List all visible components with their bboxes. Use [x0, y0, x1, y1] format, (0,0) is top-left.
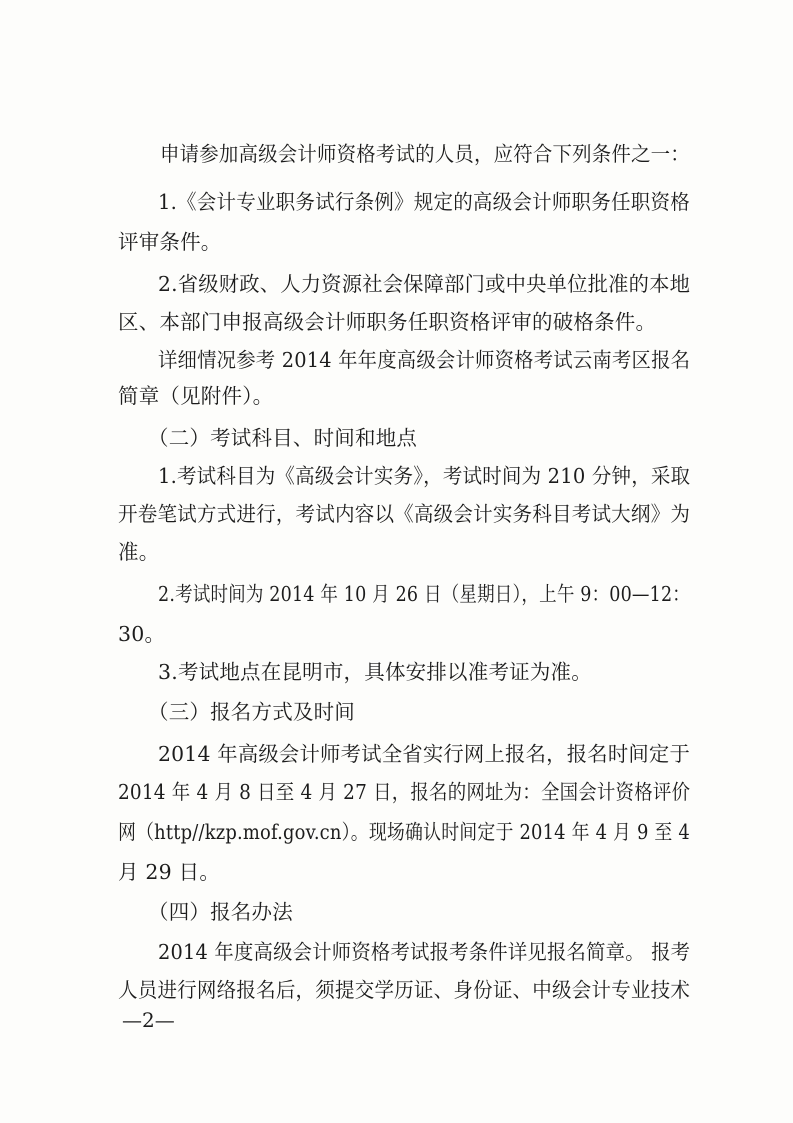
- paragraph-line-9: 开卷笔试方式进行，考试内容以《高级会计实务科目考试大纲》为: [118, 502, 691, 526]
- paragraph-line-1: 申请参加高级会计师资格考试的人员，应符合下列条件之一：: [160, 142, 690, 166]
- paragraph-line-19: 人员进行网络报名后，须提交学历证、身份证、中级会计专业技术: [118, 978, 691, 1002]
- paragraph-line-14: 2014 年高级会计师考试全省实行网上报名，报名时间定于: [158, 742, 691, 766]
- paragraph-line-4: 2.省级财政、人力资源社会保障部门或中央单位批准的本地: [158, 272, 691, 296]
- paragraph-line-15: 2014 年 4 月 8 日至 4 月 27 日，报名的网址为：全国会计资格评价: [118, 780, 691, 804]
- paragraph-line-5: 区、本部门申报高级会计师职务任职资格评审的破格条件。: [118, 310, 657, 334]
- paragraph-line-6: 详细情况参考 2014 年年度高级会计师资格考试云南考区报名: [158, 348, 691, 372]
- paragraph-line-10: 准。: [118, 540, 160, 564]
- paragraph-line-13: 3.考试地点在昆明市，具体安排以准考证为准。: [158, 660, 592, 684]
- paragraph-line-18: 2014 年度高级会计师资格考试报考条件详见报名简章。 报考: [158, 940, 691, 964]
- section-heading-2: （二）考试科目、时间和地点: [148, 426, 418, 450]
- paragraph-line-2: 1.《会计专业职务试行条例》规定的高级会计师职务任职资格: [158, 190, 690, 214]
- paragraph-line-11: 2.考试时间为 2014 年 10 月 26 日（星期日），上午 9：00—12：: [158, 582, 690, 606]
- paragraph-line-16: 网（http//kzp.mof.gov.cn）。现场确认时间定于 2014 年 4 月 9 至 4: [118, 820, 690, 844]
- paragraph-line-3: 评审条件。: [118, 230, 222, 254]
- page-number: —2—: [122, 1008, 175, 1032]
- paragraph-line-17: 月 29 日。: [118, 860, 221, 884]
- paragraph-line-12: 30。: [118, 622, 166, 646]
- section-heading-4: （四）报名办法: [148, 900, 293, 924]
- section-heading-3: （三）报名方式及时间: [148, 700, 355, 724]
- paragraph-line-8: 1.考试科目为《高级会计实务》，考试时间为 210 分钟，采取: [158, 464, 691, 488]
- paragraph-line-7: 简章（见附件）。: [118, 384, 274, 408]
